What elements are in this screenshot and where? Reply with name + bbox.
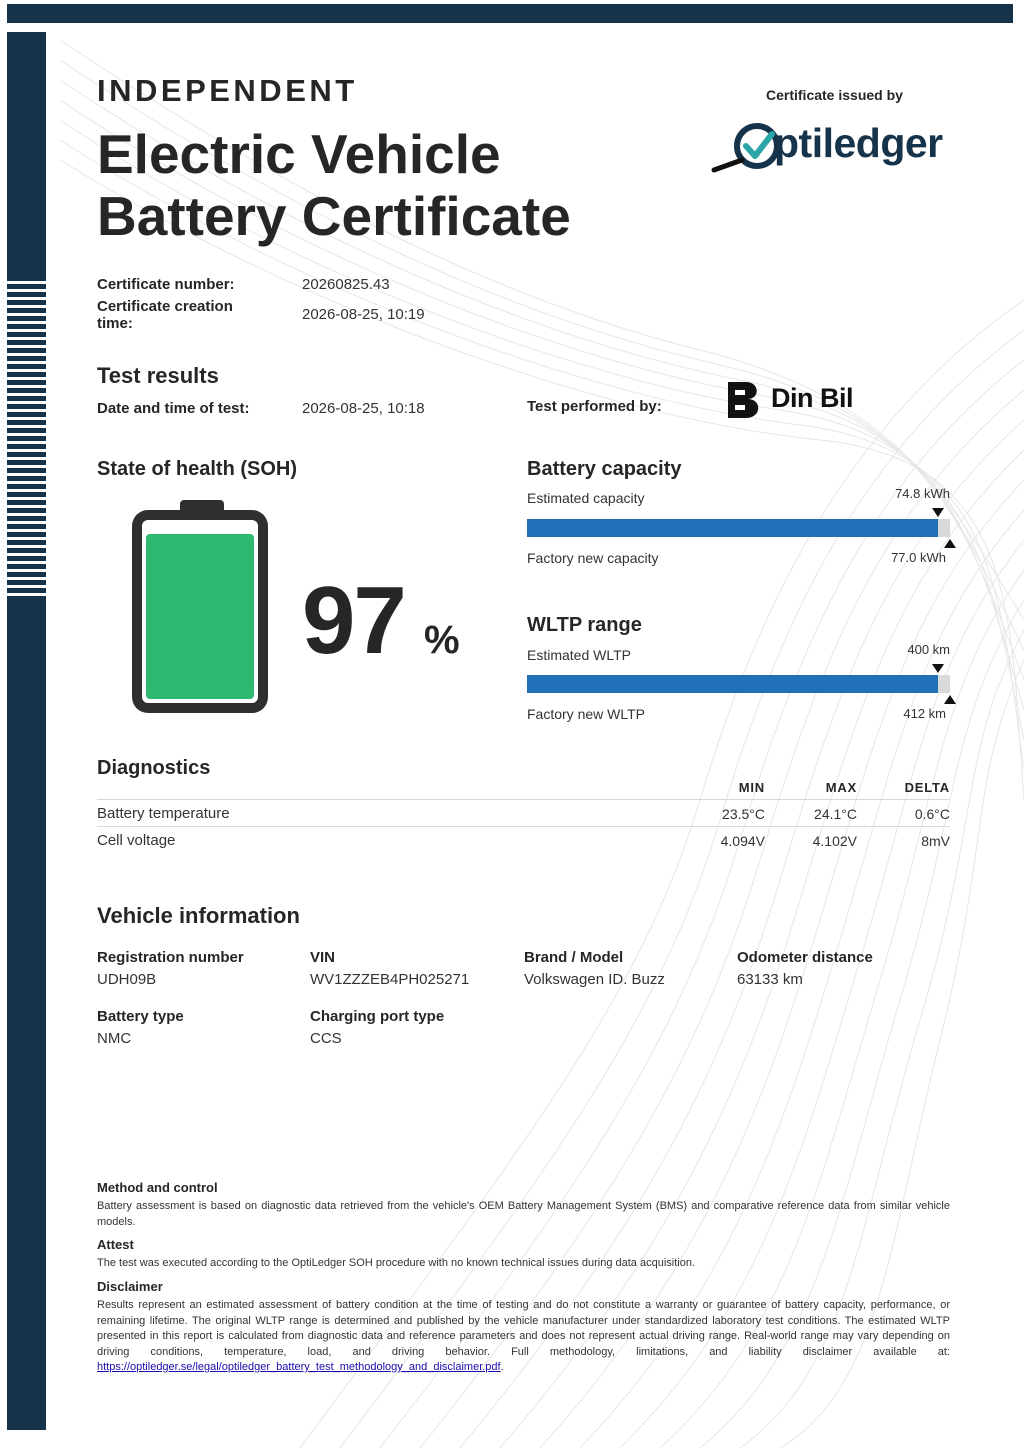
estimated-wltp-value: 400 km (907, 642, 950, 657)
vehicle-field-label: Odometer distance (737, 949, 873, 966)
certificate-creation-label: Certificate creation time: (97, 298, 233, 332)
vehicle-field-value: Volkswagen ID. Buzz (524, 971, 665, 988)
test-date-label: Date and time of test: (97, 400, 250, 417)
factory-wltp-marker-icon (944, 695, 956, 704)
vehicle-info-heading: Vehicle information (97, 903, 300, 928)
vehicle-field-label: VIN (310, 949, 336, 966)
diagnostics-row-name: Cell voltage (97, 832, 176, 849)
diagnostics-row-delta: 0.6°C (914, 806, 950, 822)
vehicle-field-value: 63133 km (737, 971, 803, 988)
soh-heading: State of health (SOH) (97, 458, 298, 480)
vehicle-field-label: Brand / Model (524, 949, 624, 966)
factory-capacity-label: Factory new capacity (527, 550, 659, 566)
diagnostics-heading: Diagnostics (97, 757, 211, 779)
diagnostics-col-min: MIN (738, 780, 765, 795)
soh-unit: % (424, 618, 460, 662)
capacity-bar-track (527, 519, 950, 537)
soh-value: 97 (302, 567, 405, 674)
estimated-capacity-value: 74.8 kWh (895, 486, 950, 501)
factory-capacity-marker-icon (944, 539, 956, 548)
disclaimer-end: . (500, 1361, 504, 1373)
test-results-heading: Test results (97, 363, 219, 388)
factory-capacity-value: 77.0 kWh (891, 550, 946, 565)
factory-wltp-label: Factory new WLTP (527, 706, 645, 722)
battery-capacity-heading: Battery capacity (527, 458, 682, 480)
attest-text: The test was executed according to the OptiLedger SOH procedure with no known technical issues during data acquisition. (97, 1257, 696, 1269)
diagnostics-row-max: 4.102V (812, 833, 857, 849)
vehicle-field-value: CCS (310, 1030, 342, 1047)
header-kicker: INDEPENDENT (97, 73, 358, 108)
vehicle-field-label: Registration number (97, 949, 244, 966)
factory-wltp-value: 412 km (903, 706, 946, 721)
diagnostics-divider (97, 826, 950, 827)
vehicle-field-value: WV1ZZZEB4PH025271 (310, 971, 470, 988)
certificate-number-label: Certificate number: (97, 276, 235, 293)
test-performed-by-label: Test performed by: (527, 398, 662, 415)
performer-logo-text: Din Bil (771, 383, 853, 413)
vehicle-field-label: Battery type (97, 1008, 184, 1025)
disclaimer-paragraph (97, 1298, 950, 1376)
page-title (97, 123, 571, 247)
title-line-2: Battery Certificate (97, 185, 571, 247)
certificate-creation-value: 2026-08-25, 10:19 (302, 306, 425, 323)
wltp-bar-track (527, 675, 950, 693)
vehicle-field-value: NMC (97, 1030, 132, 1047)
issuer-logo-text: ptiledger (774, 120, 943, 166)
estimated-wltp-marker-icon (932, 664, 944, 673)
diagnostics-row-delta: 8mV (921, 833, 950, 849)
disclaimer-heading: Disclaimer (97, 1279, 163, 1294)
vehicle-field-value: UDH09B (97, 971, 157, 988)
diagnostics-row-name: Battery temperature (97, 805, 230, 822)
estimated-capacity-marker-icon (932, 508, 944, 517)
top-banner-bar (7, 4, 1013, 23)
vehicle-field-label: Charging port type (310, 1008, 445, 1025)
diagnostics-row-min: 4.094V (720, 833, 765, 849)
disclaimer-link[interactable]: https://optiledger.se/legal/optiledger_battery_test_methodology_and_disclaimer.pdf (97, 1361, 501, 1373)
wltp-bar-fill (527, 675, 938, 693)
capacity-bar-fill (527, 519, 938, 537)
estimated-wltp-label: Estimated WLTP (527, 647, 631, 663)
diagnostics-col-max: MAX (825, 780, 857, 795)
certificate-number-value: 20260825.43 (302, 276, 390, 293)
test-date-value: 2026-08-25, 10:18 (302, 400, 425, 417)
disclaimer-text: Results represent an estimated assessment of battery condition at the time of testing and do not constitute a warranty or guarantee of battery capacity, performance, or remaining lifetime. The original WLTP range is determined and published by the vehicle manufacturer under standardized laboratory test conditions. The estimated WLTP presented in this report is calculated from diagnostic data and reference parameters and does not represent actual driving range. Real-world range may vary depending on driving conditions, temperature, load, and driving behavior. Full methodology, limitations, and liability disclaimer available at: (97, 1299, 950, 1358)
battery-icon (130, 500, 270, 715)
wltp-heading: WLTP range (527, 614, 642, 636)
diagnostics-row-min: 23.5°C (722, 806, 765, 822)
diagnostics-row-max: 24.1°C (814, 806, 857, 822)
method-heading: Method and control (97, 1180, 218, 1195)
attest-heading: Attest (97, 1237, 134, 1252)
method-text: Battery assessment is based on diagnostic data retrieved from the vehicle's OEM Battery Management System (BMS) and comparative reference data from similar vehicle models. (97, 1200, 950, 1228)
diagnostics-divider (97, 799, 950, 800)
diagnostics-col-delta: DELTA (904, 780, 950, 795)
estimated-capacity-label: Estimated capacity (527, 490, 645, 506)
sidebar-stripes (7, 276, 46, 596)
title-line-1: Electric Vehicle (97, 123, 501, 185)
issued-by-label: Certificate issued by (766, 87, 903, 103)
left-sidebar-bar (7, 32, 46, 1430)
